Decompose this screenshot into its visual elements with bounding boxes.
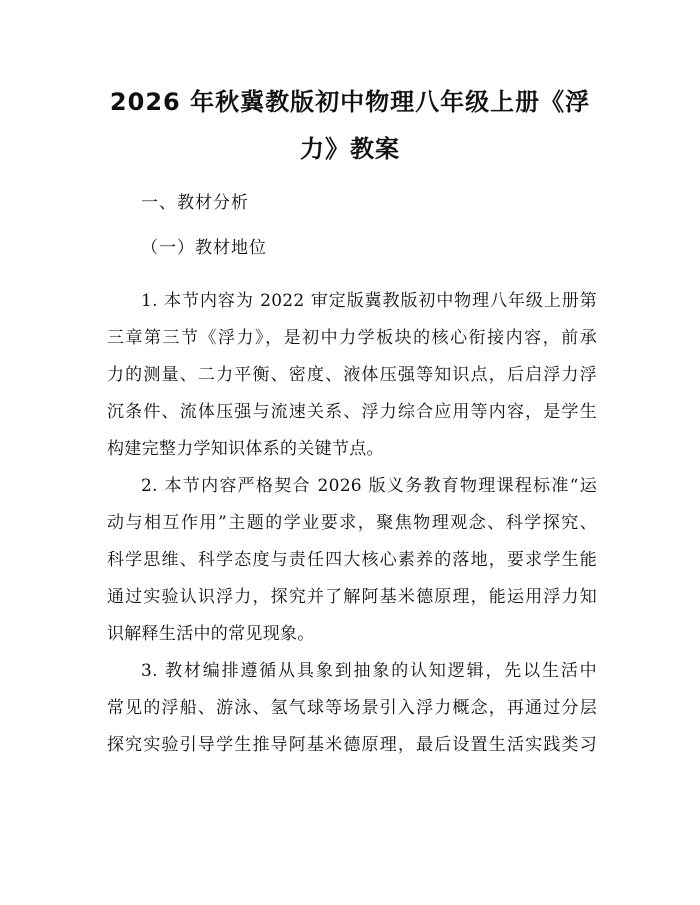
paragraph-line: 科学思维、科学态度与责任四大核心素养的落地，要求学生能 bbox=[107, 550, 597, 570]
paragraph-3 bbox=[107, 653, 597, 764]
paragraph-line: 通过实验认识浮力，探究并了解阿基米德原理，能运用浮力知 bbox=[107, 587, 597, 607]
paragraph-line: 探究实验引导学生推导阿基米德原理，最后设置生活实践类习 bbox=[107, 735, 597, 755]
paragraph-1 bbox=[107, 283, 597, 468]
document-title-line1: 2026 年秋冀教版初中物理八年级上册《浮 bbox=[109, 88, 591, 116]
paragraph-line: 3. 教材编排遵循从具象到抽象的认知逻辑，先以生活中 bbox=[141, 661, 597, 681]
paragraph-line: 常见的浮船、游泳、氢气球等场景引入浮力概念，再通过分层 bbox=[107, 698, 597, 718]
paragraph-line: 识解释生活中的常见现象。 bbox=[107, 624, 315, 644]
paragraph-line: 动与相互作用”主题的学业要求，聚焦物理观念、科学探究、 bbox=[107, 513, 597, 533]
subsection-heading-material-position: （一）教材地位 bbox=[141, 238, 267, 258]
paragraph-line: 力的测量、二力平衡、密度、液体压强等知识点，后启浮力浮 bbox=[107, 365, 597, 385]
paragraph-line: 2. 本节内容严格契合 2026 版义务教育物理课程标准“运 bbox=[141, 476, 597, 496]
paragraph-2 bbox=[107, 468, 597, 653]
paragraph-line: 1. 本节内容为 2022 审定版冀教版初中物理八年级上册第 bbox=[141, 291, 597, 311]
paragraph-line: 构建完整力学知识体系的关键节点。 bbox=[107, 439, 384, 459]
document-title-line2: 力》教案 bbox=[300, 135, 400, 163]
paragraph-line: 沉条件、流体压强与流速关系、浮力综合应用等内容，是学生 bbox=[107, 402, 597, 422]
section-heading-teaching-material-analysis: 一、教材分析 bbox=[141, 193, 249, 213]
paragraph-line: 三章第三节《浮力》，是初中力学板块的核心衔接内容，前承 bbox=[107, 328, 597, 348]
